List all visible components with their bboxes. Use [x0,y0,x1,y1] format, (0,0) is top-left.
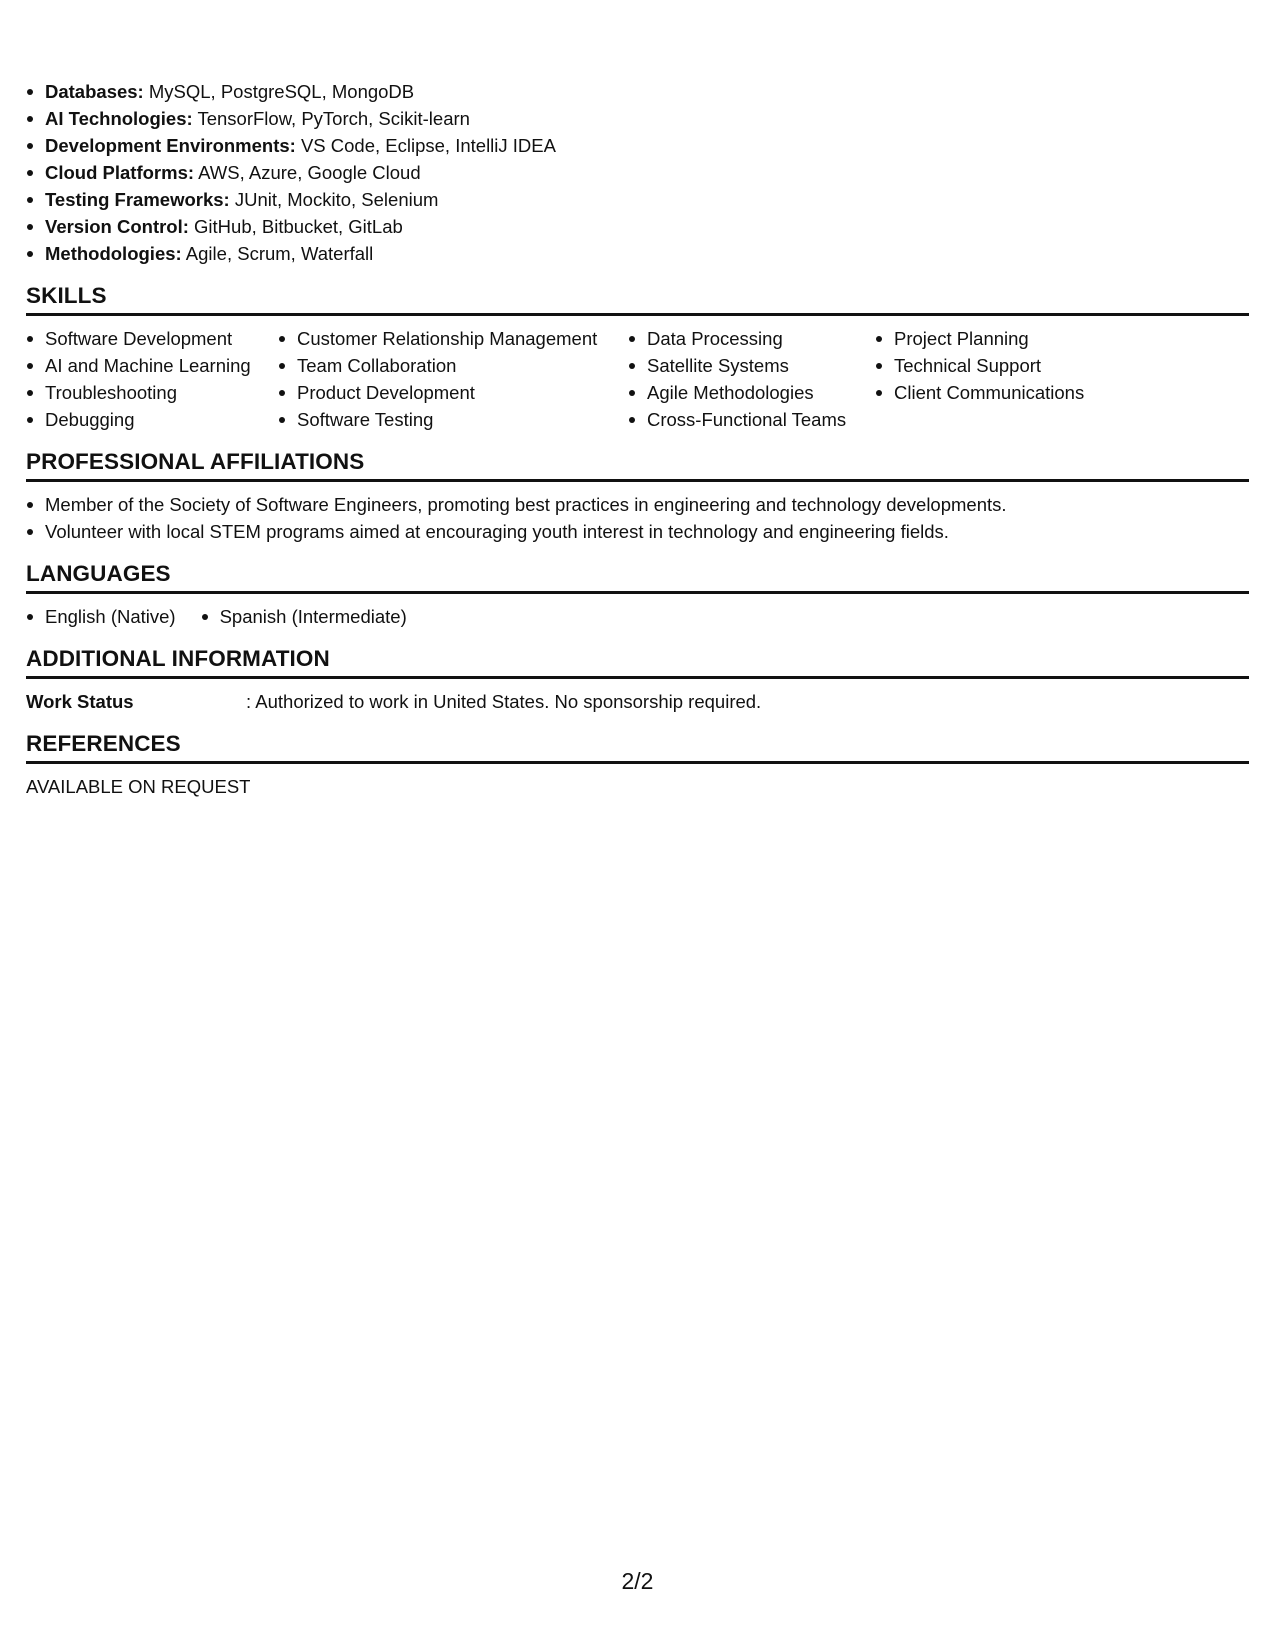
section-title: REFERENCES [26,730,1249,764]
list-item: Software Development [26,325,278,352]
list-item: Member of the Society of Software Engineers, promoting best practices in engineering and technology developments. [26,491,1249,518]
list-item: AI Technologies: TensorFlow, PyTorch, Scikit-learn [26,105,1249,132]
list-item: Testing Frameworks: JUnit, Mockito, Selenium [26,186,1249,213]
page-number: 2/2 [621,1568,654,1594]
list-item: Team Collaboration [278,352,628,379]
list-item: Data Processing [628,325,875,352]
affiliations-list [26,491,1249,545]
skills-grid [26,325,1249,433]
work-status-label: Work Status [26,691,134,712]
technical-skills-list [26,78,1249,267]
list-item: Software Testing [278,406,628,433]
work-status-row [26,688,1249,715]
affiliations-section [26,448,1249,545]
list-item: Customer Relationship Management [278,325,628,352]
list-item: Debugging [26,406,278,433]
additional-info-section [26,645,1249,715]
section-title: ADDITIONAL INFORMATION [26,645,1249,679]
list-item: Product Development [278,379,628,406]
resume-page [26,78,1249,800]
references-text: AVAILABLE ON REQUEST [26,776,251,797]
list-item: Cloud Platforms: AWS, Azure, Google Cloud [26,159,1249,186]
list-item: Agile Methodologies [628,379,875,406]
list-item: AI and Machine Learning [26,352,278,379]
list-item: Methodologies: Agile, Scrum, Waterfall [26,240,1249,267]
section-title: LANGUAGES [26,560,1249,594]
list-item: Databases: MySQL, PostgreSQL, MongoDB [26,78,1249,105]
skills-column [278,325,628,433]
list-item: Client Communications [875,379,1175,406]
skills-section [26,282,1249,433]
references-section [26,730,1249,800]
list-item: Volunteer with local STEM programs aimed at encouraging youth interest in technology and engineering fields. [26,518,1249,545]
list-item: English (Native) [26,603,176,630]
work-status-value: : Authorized to work in United States. No sponsorship required. [246,691,762,712]
languages-section [26,560,1249,630]
section-title: PROFESSIONAL AFFILIATIONS [26,448,1249,482]
list-item: Spanish (Intermediate) [201,603,407,630]
list-item: Project Planning [875,325,1175,352]
skills-column [26,325,278,433]
skills-column [875,325,1175,433]
list-item: Troubleshooting [26,379,278,406]
skills-column [628,325,875,433]
list-item: Satellite Systems [628,352,875,379]
list-item: Cross-Functional Teams [628,406,875,433]
list-item: Technical Support [875,352,1175,379]
section-title: SKILLS [26,282,1249,316]
list-item: Version Control: GitHub, Bitbucket, GitLab [26,213,1249,240]
languages-list [26,603,1249,630]
list-item: Development Environments: VS Code, Eclipse, IntelliJ IDEA [26,132,1249,159]
